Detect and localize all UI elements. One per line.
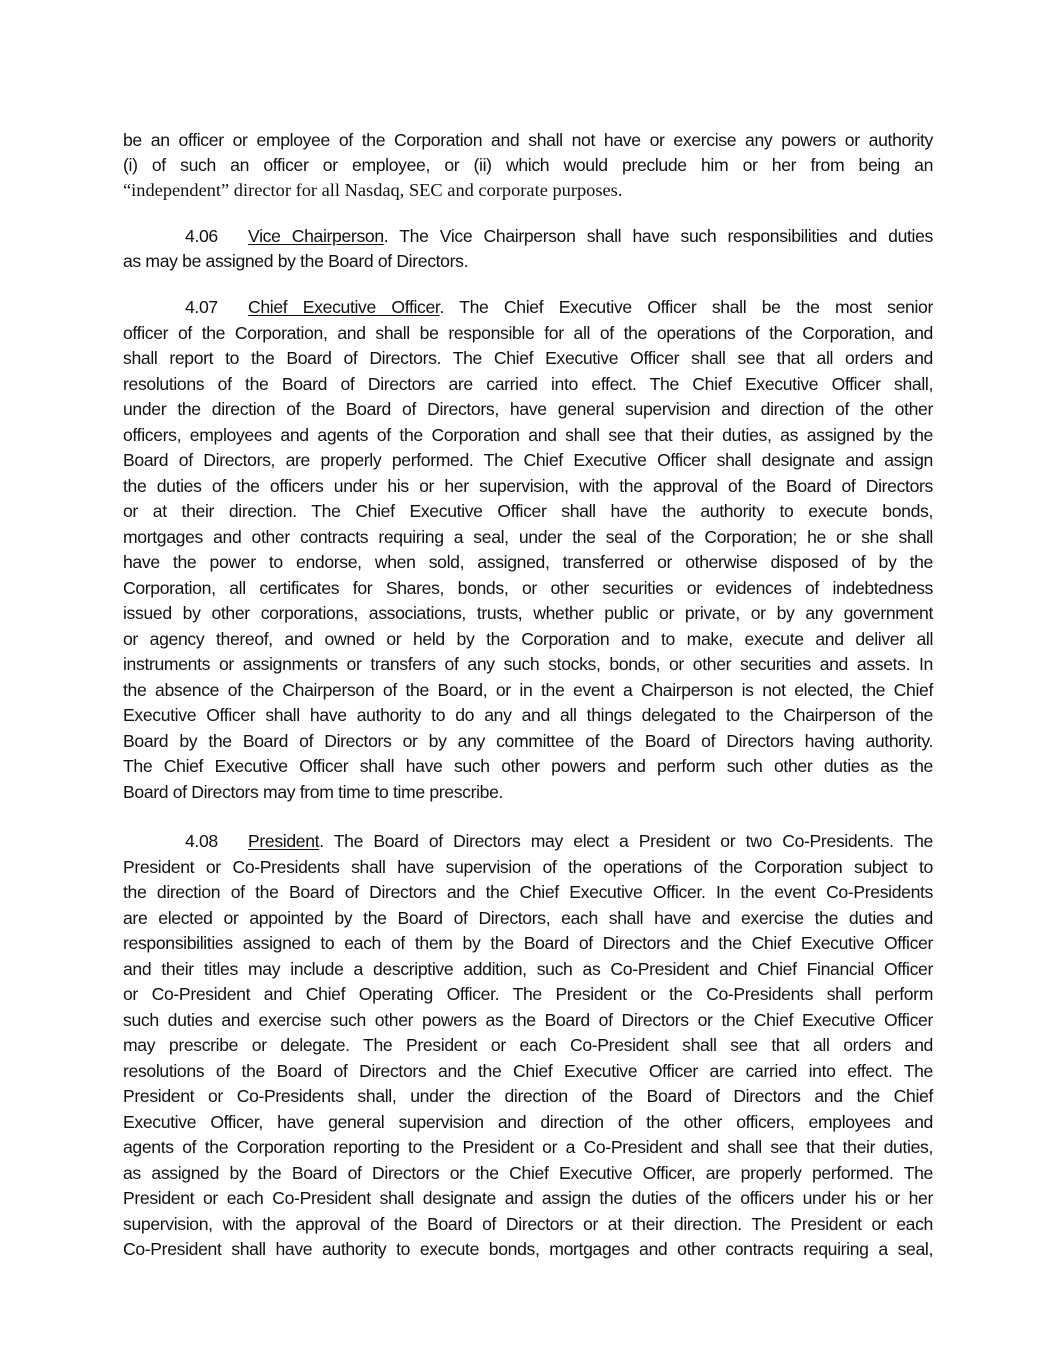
section-line: President or each Co-President shall designate and assign the duties of the officers under his or her — [123, 1188, 933, 1208]
section-line: may prescribe or delegate. The President or each Co-President shall see that all orders and — [123, 1035, 933, 1055]
section-heading: Vice Chairperson — [248, 226, 384, 246]
section-line: the absence of the Chairperson of the Board, or in the event a Chairperson is not elected, the Chief — [123, 679, 933, 700]
section-line: President or Co-Presidents shall have supervision of the operations of the Corporation subject to — [123, 856, 933, 877]
section-line: as may be assigned by the Board of Directors. — [123, 251, 469, 271]
section-line: Executive Officer, have general supervision and direction of the other officers, employees and — [123, 1111, 933, 1132]
section-line: the direction of the Board of Directors and the Chief Executive Officer. In the event Co-Presidents — [123, 882, 933, 902]
section-line: Board of Directors may from time to time prescribe. — [123, 781, 504, 802]
section-line: or Co-President and Chief Operating Officer. The President or the Co-Presidents shall perform — [123, 984, 933, 1004]
section-line: are elected or appointed by the Board of Directors, each shall have and exercise the duties and — [123, 907, 933, 928]
section-line: or at their direction. The Chief Executive Officer shall have the authority to execute bonds, — [123, 501, 933, 521]
section-line: officer of the Corporation, and shall be responsible for all of the operations of the Corporation, and — [123, 322, 933, 343]
section-text: . The Vice Chairperson shall have such responsibilities and duties — [383, 226, 933, 246]
section-line: agents of the Corporation reporting to the President or a Co-President and shall see that their duties, — [123, 1137, 933, 1157]
section-line: officers, employees and agents of the Corporation and shall see that their duties, as assigned by the — [123, 424, 933, 445]
section-line: such duties and exercise such other powers as the Board of Directors or the Chief Executive Officer — [123, 1009, 933, 1030]
section-number: 4.08 — [185, 831, 218, 851]
section-4-08-first-line — [185, 829, 933, 854]
section-line: or agency thereof, and owned or held by the Corporation and to make, execute and deliver all — [123, 628, 933, 649]
continuation-line: be an officer or employee of the Corporation and shall not have or exercise any powers or authority — [123, 130, 933, 150]
section-line: and their titles may include a descriptive addition, such as Co-President and Chief Financial Officer — [123, 958, 933, 979]
section-heading: President — [248, 831, 320, 851]
section-line: Corporation, all certificates for Shares, bonds, or other securities or evidences of indebtedness — [123, 577, 933, 598]
section-line: supervision, with the approval of the Board of Directors or at their direction. The President or each — [123, 1213, 933, 1234]
section-line: Executive Officer shall have authority to do any and all things delegated to the Chairperson of the — [123, 705, 933, 725]
section-line: issued by other corporations, associations, trusts, whether public or private, or by any government — [123, 603, 933, 623]
section-number: 4.07 — [185, 297, 218, 317]
section-line: the duties of the officers under his or her supervision, with the approval of the Board of Directors — [123, 475, 933, 496]
section-line: mortgages and other contracts requiring a seal, under the seal of the Corporation; he or she shall — [123, 526, 933, 547]
section-line: instruments or assignments or transfers of any such stocks, bonds, or other securities and assets. In — [123, 654, 933, 674]
section-text: . The Board of Directors may elect a President or two Co-Presidents. The — [319, 831, 933, 851]
section-4-07-first-line — [185, 295, 933, 320]
continuation-line: “independent” director for all Nasdaq, SEC and corporate purposes. — [123, 180, 623, 200]
section-line: under the direction of the Board of Directors, have general supervision and direction of the other — [123, 399, 933, 419]
section-line: shall report to the Board of Directors. The Chief Executive Officer shall see that all orders and — [123, 348, 933, 368]
section-line: President or Co-Presidents shall, under the direction of the Board of Directors and the Chief — [123, 1086, 933, 1106]
section-line: have the power to endorse, when sold, assigned, transferred or otherwise disposed of by the — [123, 552, 933, 572]
section-line: Board by the Board of Directors or by any committee of the Board of Directors having authority. — [123, 730, 933, 751]
section-4-06-first-line — [185, 224, 933, 249]
continuation-line: (i) of such an officer or employee, or (ii) which would preclude him or her from being an — [123, 155, 933, 175]
section-heading: Chief Executive Officer — [248, 297, 440, 317]
section-line: The Chief Executive Officer shall have such other powers and perform such other duties as the — [123, 756, 933, 776]
section-number: 4.06 — [185, 226, 218, 246]
section-line: Co-President shall have authority to execute bonds, mortgages and other contracts requiring a seal, — [123, 1239, 933, 1259]
section-line: resolutions of the Board of Directors are carried into effect. The Chief Executive Officer shall, — [123, 373, 933, 394]
section-text: . The Chief Executive Officer shall be the most senior — [439, 297, 933, 317]
section-line: Board of Directors, are properly performed. The Chief Executive Officer shall designate and assign — [123, 450, 933, 470]
section-line: responsibilities assigned to each of them by the Board of Directors and the Chief Executive Officer — [123, 933, 933, 953]
section-line: resolutions of the Board of Directors and the Chief Executive Officer are carried into effect. The — [123, 1060, 933, 1081]
section-line: as assigned by the Board of Directors or the Chief Executive Officer, are properly performed. The — [123, 1162, 933, 1183]
